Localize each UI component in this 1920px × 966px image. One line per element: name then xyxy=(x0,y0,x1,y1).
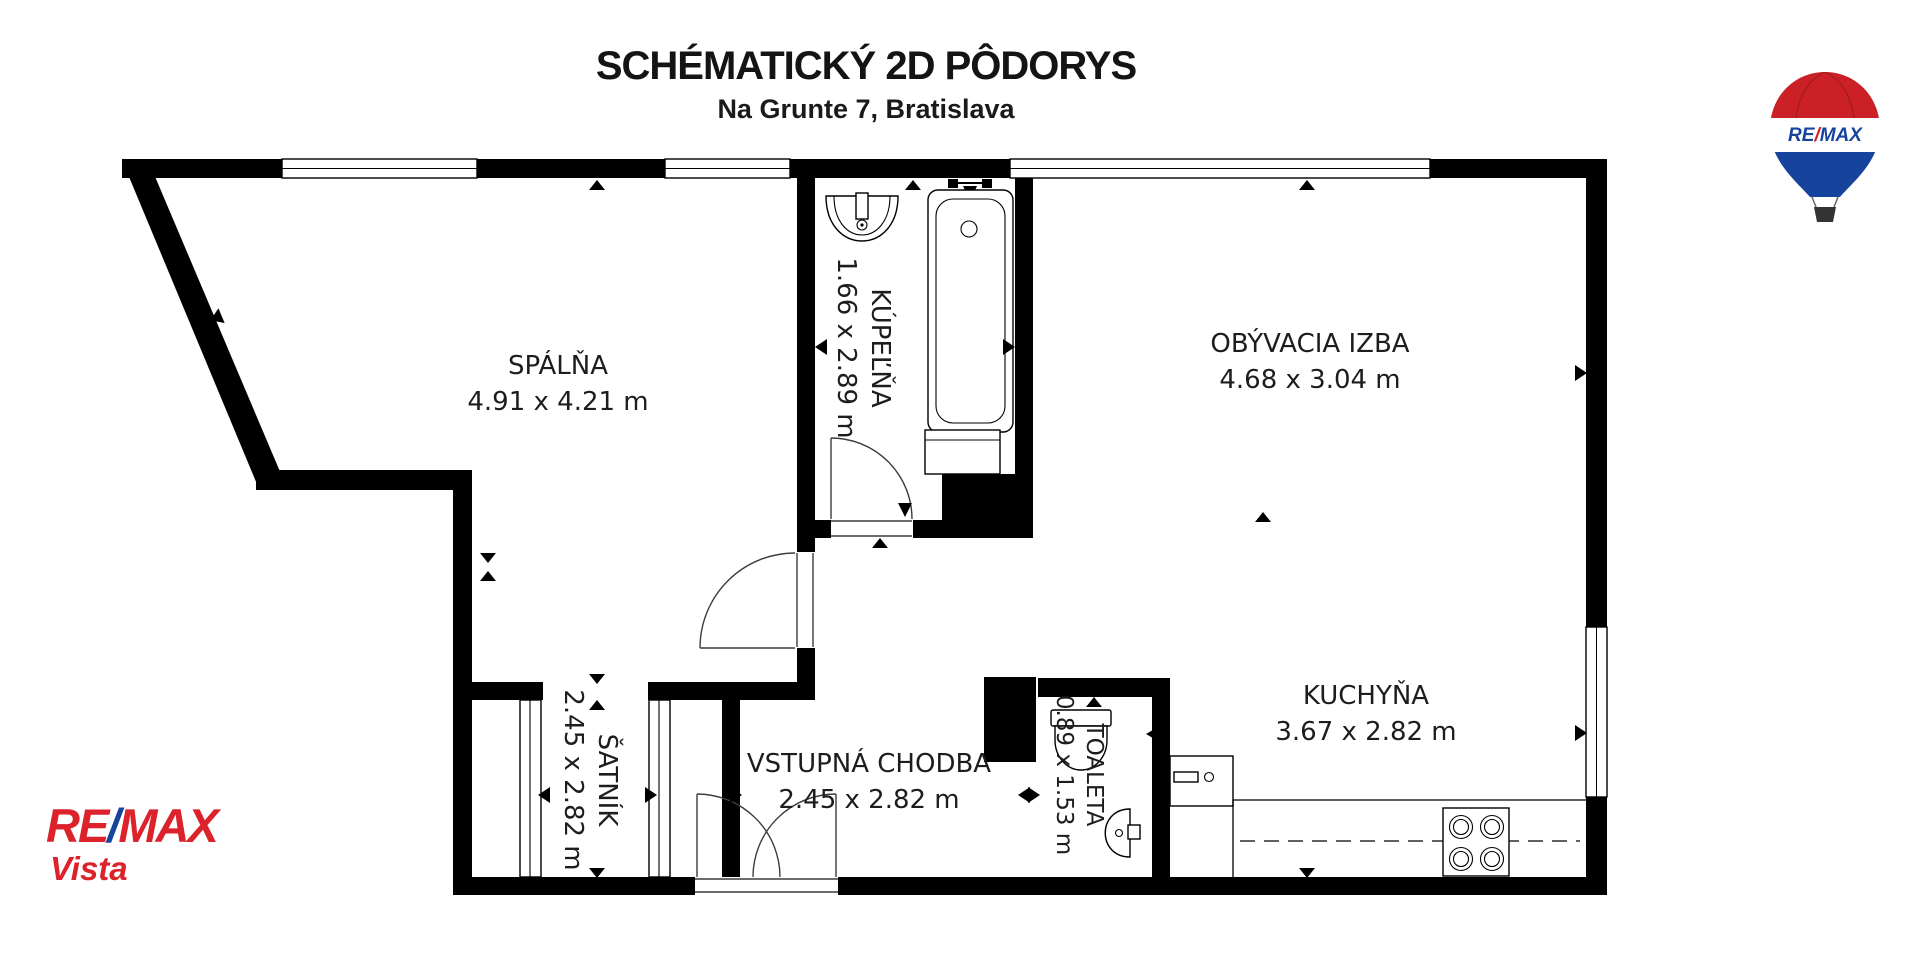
washing-machine xyxy=(925,430,1000,474)
arrow-marker xyxy=(1575,365,1587,381)
footer-text-slash: / xyxy=(107,799,119,852)
kitchen-counter xyxy=(1233,800,1586,877)
room-dims-kupelna: 1.66 x 2.89 m xyxy=(831,257,861,439)
bathroom-sink xyxy=(826,193,898,241)
arrow-marker xyxy=(815,339,827,355)
door-arc xyxy=(700,553,795,648)
arrow-marker xyxy=(589,674,605,684)
arrow-marker xyxy=(872,538,888,548)
room-dims-satnik: 2.45 x 2.82 m xyxy=(558,689,588,871)
arrow-marker xyxy=(589,180,605,190)
remax-balloon-logo xyxy=(1762,68,1888,226)
wall xyxy=(815,520,831,538)
wall xyxy=(648,682,815,700)
page-title: SCHÉMATICKÝ 2D PÔDORYS xyxy=(595,44,1137,88)
balloon-basket xyxy=(1814,207,1836,222)
arrow-marker xyxy=(905,180,921,190)
balloon-text-re: RE xyxy=(1788,125,1815,146)
wall xyxy=(453,877,695,895)
arrow-marker xyxy=(480,571,496,581)
toilet-sink xyxy=(1105,809,1140,857)
room-dims-toaleta: 0.89 x 1.53 m xyxy=(1051,694,1077,856)
room-label-toaleta: TOALETA xyxy=(1081,723,1107,827)
wall xyxy=(913,520,1033,538)
wall xyxy=(984,677,1036,762)
wall xyxy=(1152,678,1170,877)
remax-wordmark xyxy=(46,799,217,852)
balloon-rope xyxy=(1834,197,1838,207)
balloon-rope xyxy=(1812,197,1816,207)
sliding-door xyxy=(649,700,670,877)
room-label-spalna: SPÁLŇA xyxy=(507,351,609,381)
wall-diagonal xyxy=(122,160,284,489)
room-label-vstupna-chodba: VSTUPNÁ CHODBA xyxy=(746,749,992,779)
room-label-obyvacia-izba: OBÝVACIA IZBA xyxy=(1210,329,1410,359)
arrow-marker xyxy=(589,700,605,710)
balloon-text-max: MAX xyxy=(1819,125,1862,146)
bathtub xyxy=(928,190,1013,432)
wall xyxy=(838,877,1607,895)
room-label-kuchyna: KUCHYŇA xyxy=(1302,681,1430,711)
balloon-red-band xyxy=(1762,68,1888,118)
arrow-marker xyxy=(1028,787,1040,803)
wall xyxy=(1586,159,1607,627)
arrow-marker xyxy=(1299,868,1315,878)
page-subtitle: Na Grunte 7, Bratislava xyxy=(717,94,1015,124)
room-label-kupelna: KÚPEĽŇA xyxy=(865,288,895,408)
wall xyxy=(1430,159,1607,178)
wall xyxy=(477,159,665,178)
kitchen-sink xyxy=(1170,756,1233,806)
sliding-door xyxy=(520,700,541,877)
room-dims-obyvacia-izba: 4.68 x 3.04 m xyxy=(1219,365,1401,395)
arrow-marker xyxy=(1575,725,1587,741)
door-arc xyxy=(831,438,912,519)
arrow-marker xyxy=(589,868,605,878)
balloon-text-slash: / xyxy=(1814,125,1820,146)
footer-text-re: RE xyxy=(46,799,108,852)
balloon-envelope xyxy=(1762,68,1888,226)
room-dims-vstupna-chodba: 2.45 x 2.82 m xyxy=(778,785,960,815)
office-name: Vista xyxy=(50,850,128,887)
room-dims-kuchyna: 3.67 x 2.82 m xyxy=(1275,717,1457,747)
room-label-satnik: ŠATNÍK xyxy=(592,733,622,827)
wall xyxy=(797,178,815,552)
door-swing-arrow xyxy=(898,503,912,517)
wall xyxy=(790,159,1010,178)
arrow-marker xyxy=(1086,697,1102,707)
stove xyxy=(1443,808,1509,876)
room-dims-spalna: 4.91 x 4.21 m xyxy=(467,387,649,417)
arrow-marker xyxy=(1299,180,1315,190)
wall xyxy=(1015,178,1033,520)
arrow-marker xyxy=(480,553,496,563)
wall xyxy=(453,682,543,700)
wall xyxy=(942,474,1033,520)
footer-text-max: MAX xyxy=(118,799,217,852)
remax-vista-logo xyxy=(46,799,217,888)
wall xyxy=(256,470,472,490)
arrow-marker xyxy=(1255,512,1271,522)
balloon-wordmark xyxy=(1788,125,1863,146)
